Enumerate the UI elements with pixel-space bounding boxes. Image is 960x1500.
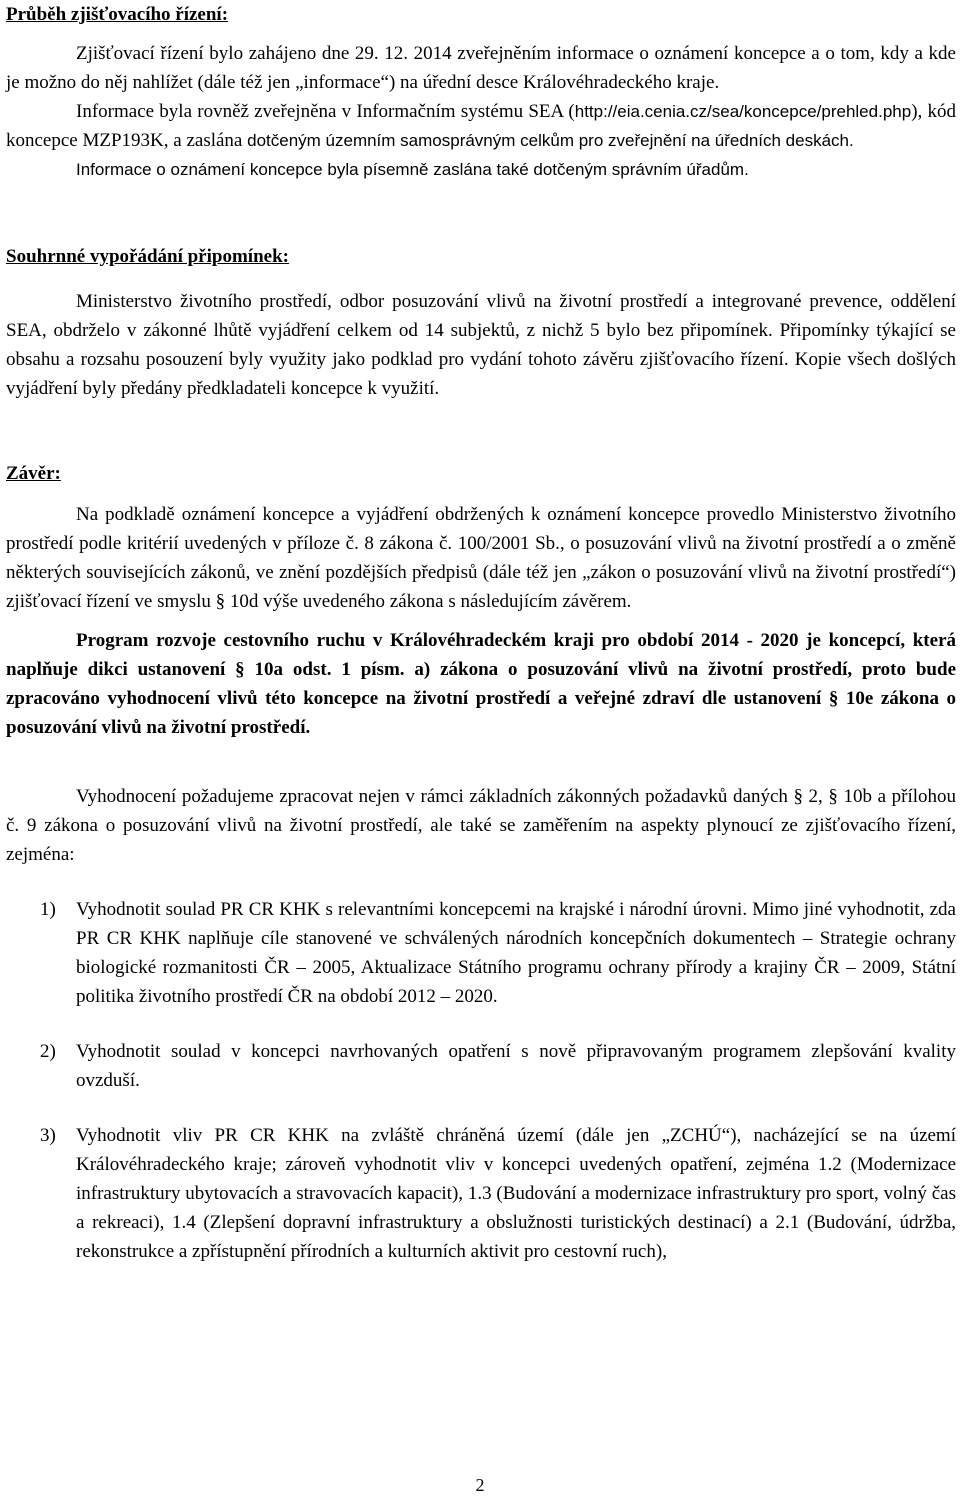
document-page xyxy=(6,0,956,1266)
spacer xyxy=(6,1095,956,1121)
spacer xyxy=(6,488,956,500)
sea-url-link[interactable]: http://eia.cenia.cz/sea/koncepce/prehled.php xyxy=(574,102,912,121)
list-item xyxy=(6,1037,956,1095)
list-item-number: 2) xyxy=(40,1041,56,1062)
list-item-text: Vyhodnotit soulad v koncepci navrhovaných opatření s nově připravovaným programem zlepšování kvality ovzduší. xyxy=(76,1041,956,1091)
spacer xyxy=(6,29,956,39)
paragraph-sea-publication xyxy=(6,97,956,155)
section-heading-comments: Souhrnné vypořádání připomínek: xyxy=(6,246,289,267)
spacer xyxy=(6,616,956,626)
paragraph-comments-summary: Ministerstvo životního prostředí, odbor posuzování vlivů na životní prostředí a integrované prevence, oddělení SEA, obdrželo v zákonné lhůtě vyjádření celkem od 14 subjektů, z nichž 5 bylo bez připomínek. Připomínky týkající se obsahu a rozsahu posouzení byly využity jako podklad pro vydání tohoto závěru zjišťovacího řízení. Kopie všech došlých vyjádření byly předány předkladateli koncepce k využití. xyxy=(6,291,956,399)
paragraph-authorities-notified: Informace o oznámení koncepce byla písemně zaslána také dotčeným správním úřadům. xyxy=(76,160,749,179)
paragraph-sea-text-c: dotčeným územním samosprávným celkům pro zveřejnění na úředních deskách. xyxy=(247,131,854,150)
spacer xyxy=(6,184,956,242)
paragraph-requirements-intro: Vyhodnocení požadujeme zpracovat nejen v rámci základních zákonných požadavků daných § 2, § 10b a přílohou č. 9 zákona o posuzování vlivů na životní prostředí, ale také se zaměřením na aspekty plynoucí ze zjišťovacího řízení, zejména: xyxy=(6,786,956,865)
spacer xyxy=(6,1011,956,1037)
paragraph-conclusion-decision: Program rozvoje cestovního ruchu v Královéhradeckém kraji pro období 2014 - 2020 je koncepcí, která naplňuje dikci ustanovení § 10a odst. 1 písm. a) zákona o posuzování vlivů na životní prostředí, proto bude zpracováno vyhodnocení vlivů této koncepce na životní prostředí a veřejné zdraví dle ustanovení § 10e zákona o posuzování vlivů na životní prostředí. xyxy=(6,630,956,738)
section-heading-conclusion: Závěr: xyxy=(6,463,61,484)
spacer xyxy=(6,403,956,459)
list-item-text: Vyhodnotit soulad PR CR KHK s relevantními koncepcemi na krajské i národní úrovni. Mimo jiné vyhodnotit, zda PR CR KHK naplňuje cíle stanovené ve schválených národních koncepčních dokumentech – Strategie ochrany biologické rozmanitosti ČR – 2005, Aktualizace Státního programu ochrany přírody a krajiny ČR – 2009, Státní politika životního prostředí ČR na období 2012 – 2020. xyxy=(76,899,956,1007)
page-number: 2 xyxy=(475,1475,485,1495)
paragraph-start-of-procedure: Zjišťovací řízení bylo zahájeno dne 29. 12. 2014 zveřejněním informace o oznámení koncepce a o tom, kdy a kde je možno do něj nahlížet (dále též jen „informace“) na úřední desce Královéhradeckého kraje. xyxy=(6,43,956,93)
paragraph-conclusion-basis: Na podkladě oznámení koncepce a vyjádření obdržených k oznámení koncepce provedlo Ministerstvo životního prostředí podle kritérií uvedených v příloze č. 8 zákona č. 100/2001 Sb., o posuzování vlivů na životní prostředí a o změně některých souvisejících zákonů, ve znění pozdějších předpisů (dále též jen „zákon o posuzování vlivů na životní prostředí“) zjišťovací řízení ve smyslu § 10d výše uvedeného zákona s následujícím závěrem. xyxy=(6,504,956,612)
paragraph-sea-text-b: ), kód koncepce MZP193K, a zaslána xyxy=(6,101,956,151)
paragraph-sea-text-a: Informace byla rovněž zveřejněna v Informačním systému SEA ( xyxy=(76,101,575,122)
section-heading-progress: Průběh zjišťovacího řízení: xyxy=(6,4,229,25)
spacer xyxy=(6,271,956,287)
list-item xyxy=(6,895,956,1011)
spacer xyxy=(6,742,956,782)
list-item xyxy=(6,1121,956,1266)
list-item-text: Vyhodnotit vliv PR CR KHK na zvláště chráněná území (dále jen „ZCHÚ“), nacházející se na území Královéhradeckého kraje; zároveň vyhodnotit vliv v koncepci uvedených opatření, zejména 1.2 (Modernizace infrastruktury ubytovacích a stravovacích kapacit), 1.3 (Budování a modernizace infrastruktury pro sport, volný čas a rekreaci), 1.4 (Zlepšení dopravní infrastruktury a obslužnosti turistických destinací) a 2.1 (Budování, údržba, rekonstrukce a zpřístupnění přírodních a kulturních aktivit pro cestovní ruch), xyxy=(76,1125,956,1262)
list-item-number: 1) xyxy=(40,899,56,920)
requirements-list xyxy=(6,895,956,1266)
list-item-number: 3) xyxy=(40,1125,56,1146)
spacer xyxy=(6,869,956,895)
